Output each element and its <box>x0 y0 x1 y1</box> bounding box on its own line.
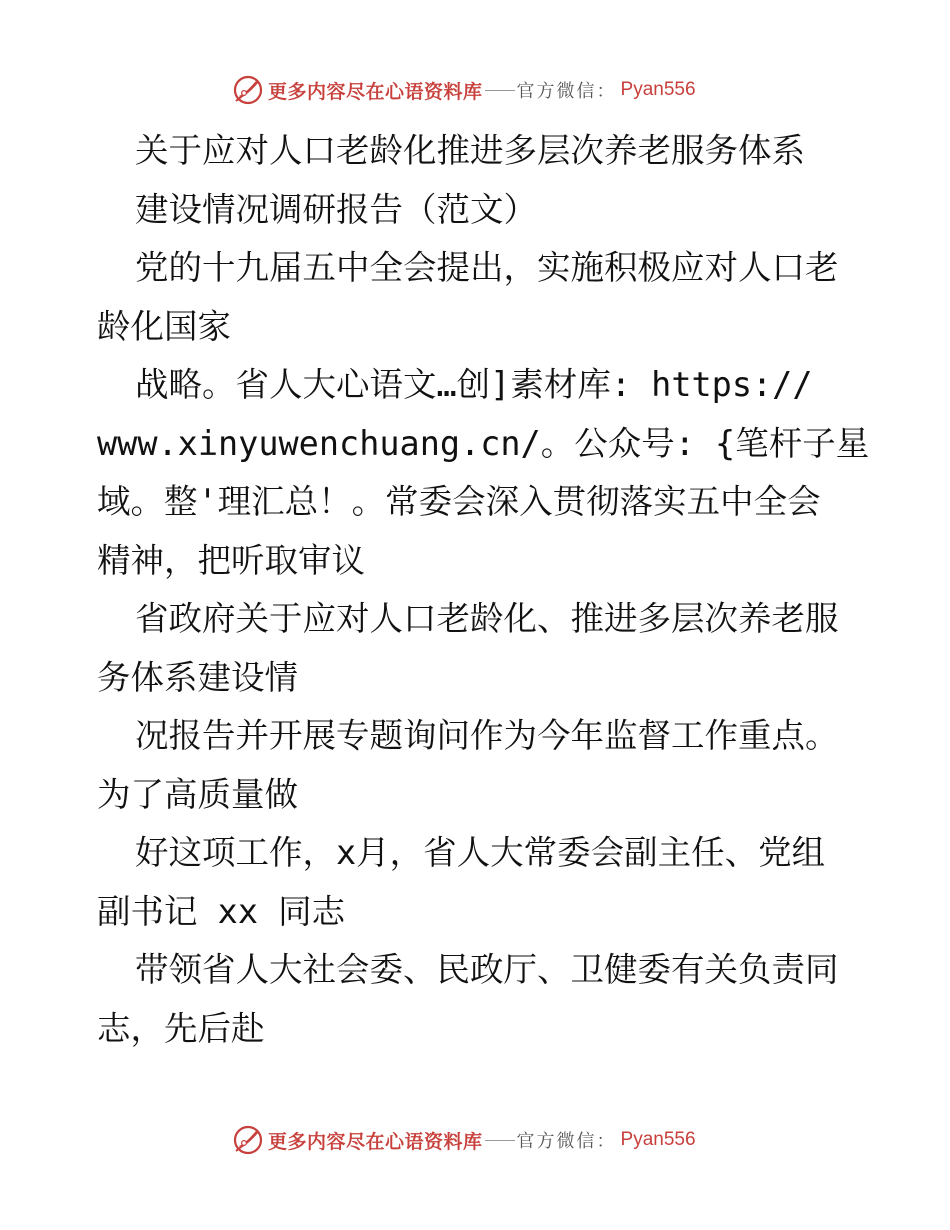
banner-wechat-id: Pyan556 <box>620 79 696 100</box>
paragraph-line: www.xinyuwenchuang.cn/。公众号: {笔杆子星 <box>97 423 870 463</box>
banner-wechat-label: 官方微信： <box>516 1131 617 1152</box>
banner-wechat-id: Pyan556 <box>620 1129 696 1150</box>
paragraph-line: 省政府关于应对人口老龄化、推进多层次养老服 <box>135 599 839 638</box>
pen-nib-logo-icon <box>232 74 264 106</box>
paragraph-line: 龄化国家 <box>97 306 231 346</box>
header-banner <box>232 73 696 107</box>
paragraph-line: 域。整'理汇总！。常委会深入贯彻落实五中全会 <box>97 482 821 521</box>
pen-nib-logo-icon <box>232 1124 264 1156</box>
banner-brand-text: 更多内容尽在心语资料库 <box>268 1130 483 1153</box>
banner-separator <box>485 90 515 91</box>
banner-wechat-label: 官方微信： <box>516 81 617 102</box>
title-line-2: 建设情况调研报告（范文） <box>135 189 537 229</box>
paragraph-line: 精神，把听取审议 <box>97 540 365 580</box>
paragraph-line: 副书记 xx 同志 <box>97 891 346 931</box>
paragraph-line: 况报告并开展专题询问作为今年监督工作重点。 <box>135 716 839 755</box>
paragraph-line: 好这项工作，x月，省人大常委会副主任、党组 <box>135 833 826 872</box>
paragraph-line: 党的十九届五中全会提出，实施积极应对人口老 <box>135 248 839 287</box>
paragraph-line: 带领省人大社会委、民政厅、卫健委有关负责同 <box>135 950 839 989</box>
footer-banner <box>232 1123 696 1157</box>
banner-separator <box>485 1140 515 1141</box>
document-body <box>97 122 870 1058</box>
paragraph-line: 为了高质量做 <box>97 774 298 814</box>
paragraph-line: 务体系建设情 <box>97 657 298 697</box>
paragraph-line: 战略。省人大心语文…创]素材库: https:// <box>135 365 813 404</box>
paragraph-line: 志，先后赴 <box>97 1008 265 1048</box>
title-line-1: 关于应对人口老龄化推进多层次养老服务体系 <box>135 131 805 170</box>
banner-brand-text: 更多内容尽在心语资料库 <box>268 80 483 103</box>
